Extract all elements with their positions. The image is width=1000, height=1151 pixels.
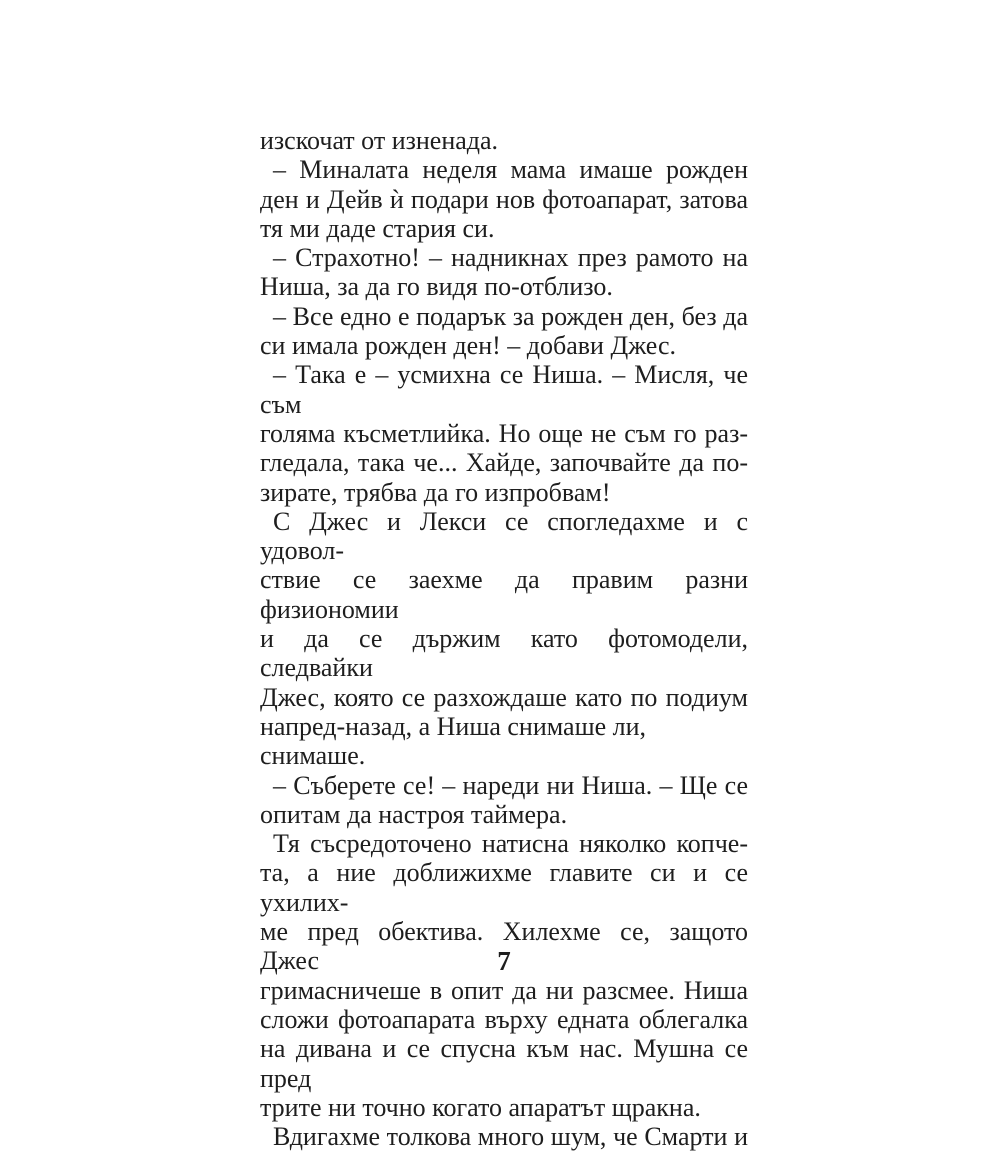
page-number: 7: [497, 946, 511, 976]
text-line: ствие се заехме да правим разни физиономии: [260, 565, 748, 624]
text-line: гримасничеше в опит да ни разсмее. Ниша: [260, 975, 748, 1005]
text-line: – Страхотно! – надникнах през рамото на: [273, 243, 748, 273]
text-line: зирате, трябва да го изпробвам!: [260, 477, 611, 507]
text-line: – Съберете се! – нареди ни Ниша. – Ще се: [273, 770, 748, 800]
text-line: Джес, която се разхождаше като по подиум: [260, 682, 748, 712]
text-line: ден и Дейв ѝ подари нов фотоапарат, затова: [260, 184, 748, 214]
text-block: [260, 126, 748, 1151]
text-line: та, а ние доближихме главите си и се ухилих-: [260, 858, 748, 917]
text-line: си имала рожден ден! – добави Джес.: [260, 331, 677, 361]
text-line: трите ни точно когато апаратът щракна.: [260, 1092, 701, 1122]
text-line: Ниша, за да го видя по-отблизо.: [260, 272, 613, 302]
text-line: Вдигахме толкова много шум, че Смарти и: [273, 1122, 748, 1151]
text-line: – Все едно е подарък за рожден ден, без да: [273, 301, 748, 331]
text-line: голяма късметлийка. Но още не съм го раз-: [260, 418, 748, 448]
text-line: С Джес и Лекси се спогледахме и с удовол-: [260, 506, 748, 566]
text-line: изскочат от изненада.: [260, 126, 499, 155]
text-line: напред-назад, а Ниша снимаше ли, снимаше.: [260, 711, 647, 771]
text-line: тя ми даде стария си.: [260, 213, 495, 243]
text-line: сложи фотоапарата върху едната облегалка: [260, 1004, 748, 1034]
text-line: гледала, така че... Хайде, започвайте да по-: [260, 448, 748, 478]
text-line: опитам да настроя таймера.: [260, 799, 568, 829]
text-line: – Така е – усмихна се Ниша. – Мисля, че съм: [260, 360, 748, 419]
text-line: и да се държим като фотомодели, следвайки: [260, 624, 748, 683]
text-line: Тя съсредоточено натисна няколко копче-: [273, 829, 748, 859]
text-line: на дивана и се спусна към нас. Мушна се пред: [260, 1034, 748, 1093]
text-line: ме пред обектива. Хилехме се, защото Джес: [260, 917, 748, 976]
text-line: – Миналата неделя мама имаше рожден: [273, 155, 748, 185]
